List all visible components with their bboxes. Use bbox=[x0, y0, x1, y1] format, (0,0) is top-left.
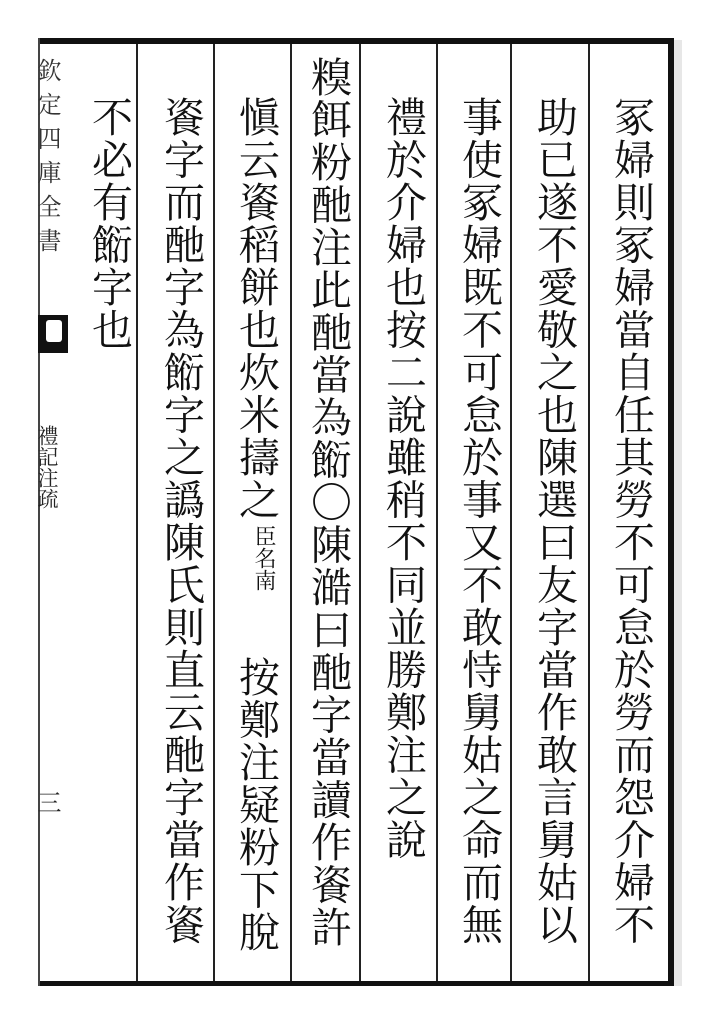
column-divider bbox=[213, 44, 215, 981]
text-column-4: 禮於介婦也按二說雖稍不同並勝鄭注之說 bbox=[379, 96, 427, 861]
author-note-small: 臣名南 bbox=[251, 525, 276, 591]
page-edge-shadow bbox=[674, 40, 682, 986]
text-column-6-continued: 按鄭注疑粉下脫 bbox=[232, 656, 280, 954]
text-column-6: 愼云餈稻餅也炊米擣之 bbox=[232, 96, 280, 521]
column-divider bbox=[588, 44, 590, 981]
frame-top-border bbox=[38, 38, 674, 44]
fish-tail-notch bbox=[46, 320, 62, 342]
text-column-8: 不必有餰字也 bbox=[85, 96, 133, 351]
text-column-3: 事使冢婦既不可怠於事又不敢恃舅姑之命而無 bbox=[455, 96, 503, 946]
margin-series-title: 欽定四庫全書 bbox=[33, 58, 61, 262]
margin-page-number: 三 bbox=[33, 790, 61, 814]
text-column-1: 冢婦則冢婦當自任其勞不可怠於勞而怨介婦不 bbox=[607, 96, 655, 946]
text-column-5: 糗餌粉酏注此酏當為餰〇陳澔曰酏字當讀作餈許 bbox=[304, 56, 352, 949]
text-column-2: 助已遂不愛敬之也陳選曰友字當作敢言舅姑以 bbox=[530, 96, 578, 946]
text-column-7: 餈字而酏字為餰字之譌陳氏則直云酏字當作餈 bbox=[157, 96, 205, 946]
column-divider bbox=[436, 44, 438, 981]
column-divider bbox=[510, 44, 512, 981]
column-divider bbox=[359, 44, 361, 981]
column-divider bbox=[290, 44, 292, 981]
frame-bottom-border bbox=[38, 981, 674, 986]
margin-book-title: 禮記注疏 bbox=[35, 425, 59, 509]
